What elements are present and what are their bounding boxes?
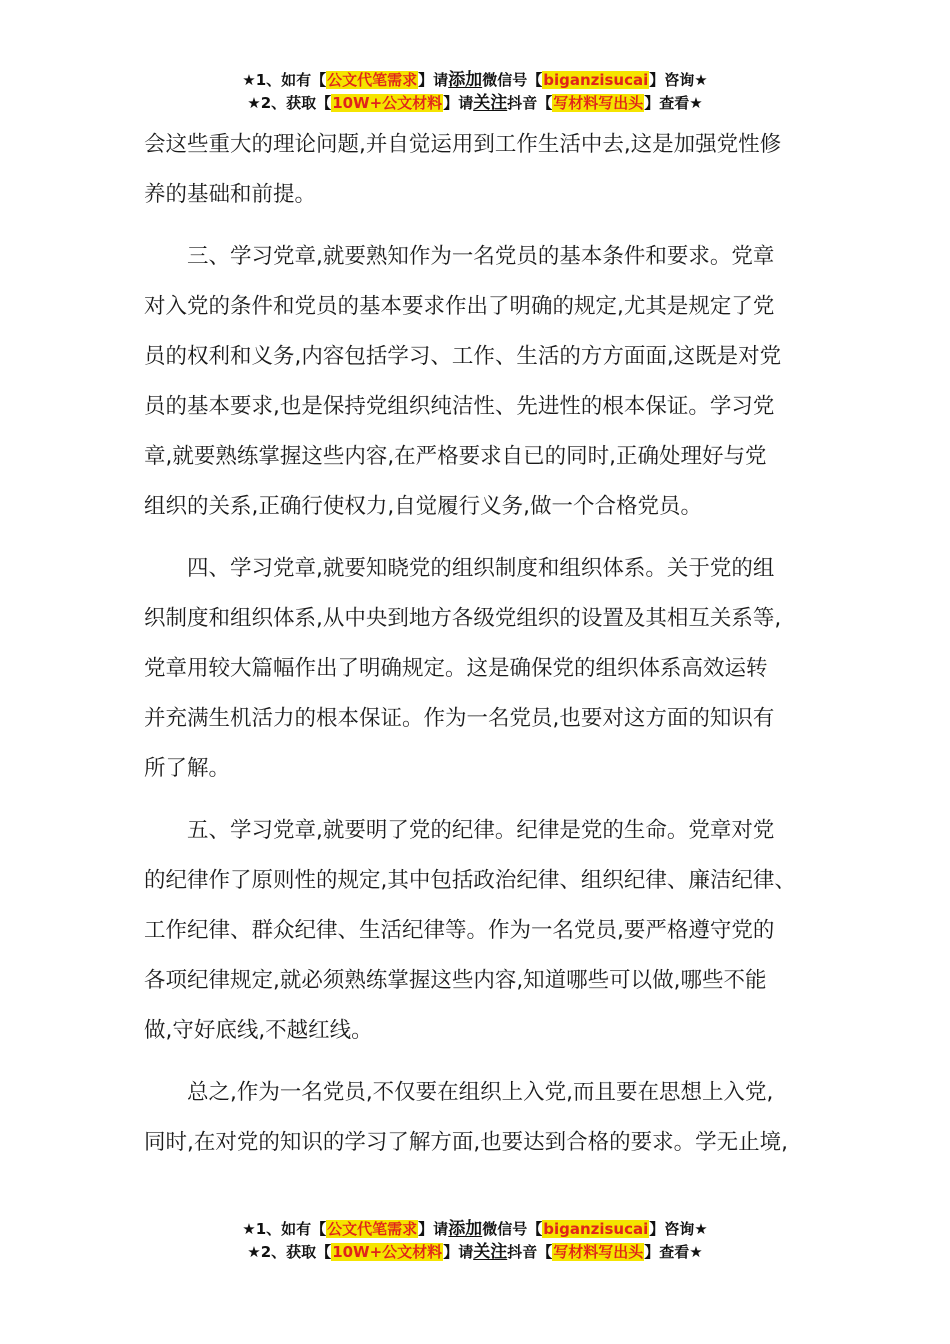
text-line: 章,就要熟练掌握这些内容,在严格要求自已的同时,正确处理好与党 xyxy=(144,444,767,469)
highlight-wechat-id: biganzisucai xyxy=(543,71,649,89)
text-line: 工作纪律、群众纪律、生活纪律等。作为一名党员,要严格遵守党的 xyxy=(144,918,775,943)
banner-text: 】咨询★ xyxy=(649,71,708,89)
text-line: 党章用较大篇幅作出了明确规定。这是确保党的组织体系高效运转 xyxy=(144,656,768,681)
banner-line-1 xyxy=(0,1218,950,1241)
text-line: 三、学习党章,就要熟知作为一名党员的基本条件和要求。党章 xyxy=(187,244,775,269)
paragraph-section-4 xyxy=(144,544,808,794)
banner-emphasis: 关注 xyxy=(473,1242,508,1262)
text-line: 对入党的条件和党员的基本要求作出了明确的规定,尤其是规定了党 xyxy=(144,294,775,319)
text-line: 员的权利和义务,内容包括学习、工作、生活的方方面面,这既是对党 xyxy=(144,344,782,369)
highlight-service: 公文代笔需求 xyxy=(327,71,418,89)
text-line: 的纪律作了原则性的规定,其中包括政治纪律、组织纪律、廉洁纪律、 xyxy=(144,868,796,893)
banner-text: ★2、获取【 xyxy=(247,94,332,112)
text-line: 员的基本要求,也是保持党组织纯洁性、先进性的根本保证。学习党 xyxy=(144,394,775,419)
banner-text: ★1、如有【 xyxy=(242,71,327,89)
banner-emphasis: 关注 xyxy=(473,93,508,113)
highlight-materials: 10W+公文材料 xyxy=(332,94,443,112)
text-line: 做,守好底线,不越红线。 xyxy=(144,1018,373,1043)
banner-text: 】请 xyxy=(443,94,474,112)
highlight-douyin-account: 写材料写出头 xyxy=(553,1243,644,1261)
banner-text: 】查看★ xyxy=(644,94,703,112)
text-line: 并充满生机活力的根本保证。作为一名党员,也要对这方面的知识有 xyxy=(144,706,775,731)
banner-text: 】请 xyxy=(418,71,449,89)
banner-line-2 xyxy=(0,1241,950,1264)
banner-line-2 xyxy=(0,92,950,115)
highlight-douyin-account: 写材料写出头 xyxy=(553,94,644,112)
banner-text: 微信号【 xyxy=(482,71,543,89)
text-line: 四、学习党章,就要知晓党的组织制度和组织体系。关于党的组 xyxy=(187,556,775,581)
banner-text: 微信号【 xyxy=(482,1220,543,1238)
text-line: 总之,作为一名党员,不仅要在组织上入党,而且要在思想上入党, xyxy=(187,1080,774,1105)
highlight-wechat-id: biganzisucai xyxy=(543,1220,649,1238)
text-line: 同时,在对党的知识的学习了解方面,也要达到合格的要求。学无止境, xyxy=(144,1130,789,1155)
highlight-service: 公文代笔需求 xyxy=(327,1220,418,1238)
banner-text: 】请 xyxy=(418,1220,449,1238)
banner-emphasis: 添加 xyxy=(448,70,483,90)
paragraph-conclusion xyxy=(144,1068,808,1168)
highlight-materials: 10W+公文材料 xyxy=(332,1243,443,1261)
footer-banner xyxy=(0,1218,950,1264)
banner-text: 抖音【 xyxy=(507,94,553,112)
text-line: 组织的关系,正确行使权力,自觉履行义务,做一个合格党员。 xyxy=(144,494,703,519)
paragraph-continuation xyxy=(144,120,808,220)
banner-emphasis: 添加 xyxy=(448,1219,483,1239)
banner-text: 抖音【 xyxy=(507,1243,553,1261)
text-line: 所了解。 xyxy=(144,756,231,781)
header-banner xyxy=(0,69,950,115)
banner-text: ★2、获取【 xyxy=(247,1243,332,1261)
text-line: 养的基础和前提。 xyxy=(144,182,317,207)
text-line: 织制度和组织体系,从中央到地方各级党组织的设置及其相互关系等, xyxy=(144,606,782,631)
banner-text: 】咨询★ xyxy=(649,1220,708,1238)
paragraph-section-3 xyxy=(144,232,808,532)
text-line: 会这些重大的理论问题,并自觉运用到工作生活中去,这是加强党性修 xyxy=(144,132,782,157)
banner-text: ★1、如有【 xyxy=(242,1220,327,1238)
paragraph-section-5 xyxy=(144,806,808,1056)
text-line: 各项纪律规定,就必须熟练掌握这些内容,知道哪些可以做,哪些不能 xyxy=(144,968,767,993)
banner-text: 】查看★ xyxy=(644,1243,703,1261)
banner-text: 】请 xyxy=(443,1243,474,1261)
text-line: 五、学习党章,就要明了党的纪律。纪律是党的生命。党章对党 xyxy=(187,818,775,843)
banner-line-1 xyxy=(0,69,950,92)
document-body xyxy=(144,120,808,1180)
